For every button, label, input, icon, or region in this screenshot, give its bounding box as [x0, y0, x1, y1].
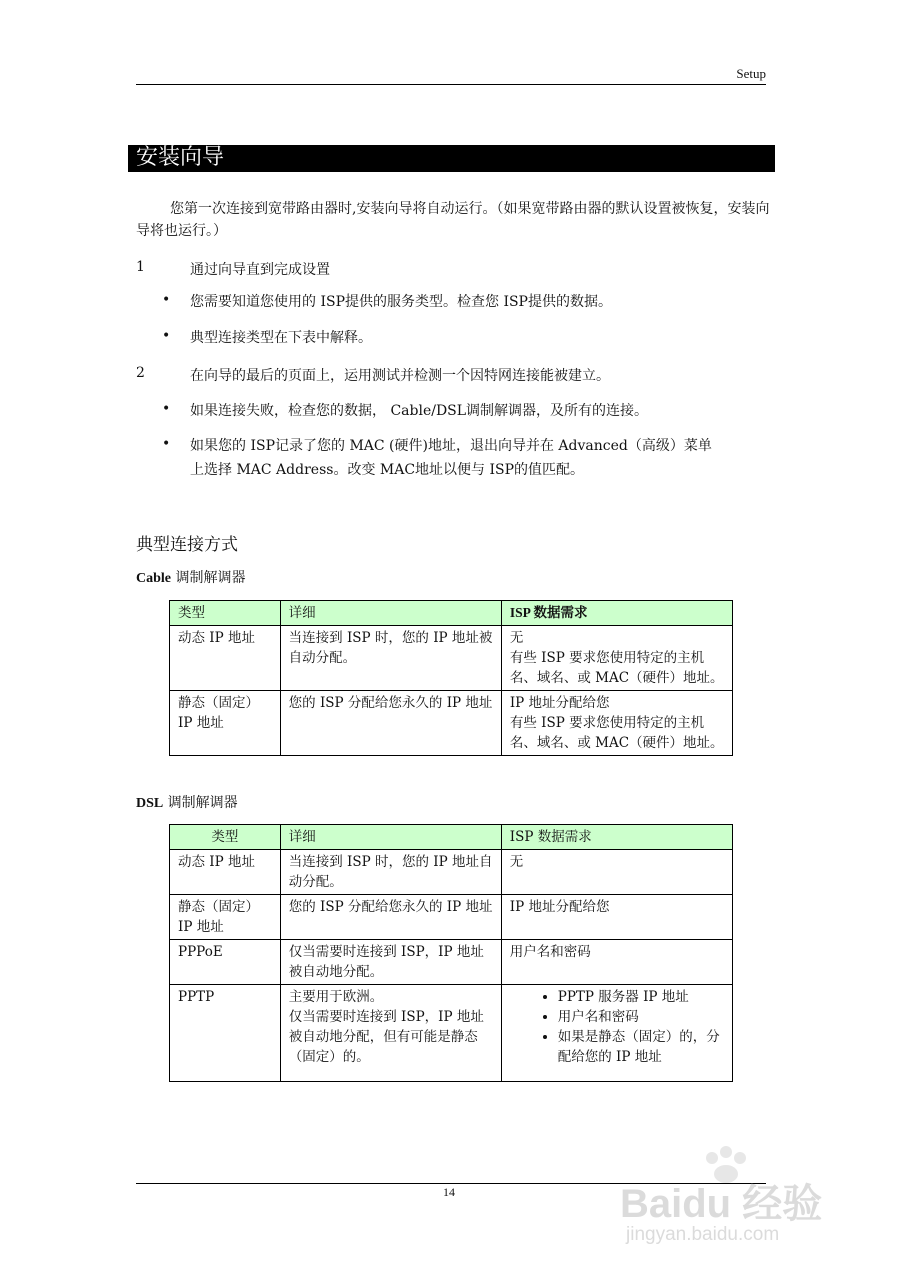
bullet-dot: • [162, 436, 171, 452]
title-bar [128, 145, 775, 172]
section-heading: 典型连接方式 [136, 535, 238, 555]
step-text: 在向导的最后的页面上，运用测试并检测一个因特网连接能被建立。 [190, 368, 610, 384]
header-cell: 详细 [280, 601, 501, 626]
bullet-dot: • [162, 401, 171, 417]
requirement-list [510, 987, 724, 1067]
bullet-dot: • [162, 292, 171, 308]
header-cell: ISP 数据需求 [501, 825, 732, 850]
step-number: 2 [136, 365, 145, 381]
cable-table [169, 600, 733, 756]
watermark-url: jingyan.baidu.com [626, 1224, 780, 1245]
table-row [170, 626, 733, 691]
list-item: • PPTP 服务器 IP 地址 [558, 987, 724, 1007]
requirement-cell [501, 985, 732, 1082]
step-text: 通过向导直到完成设置 [190, 262, 330, 278]
table-header-row [170, 601, 733, 626]
dsl-table [169, 824, 733, 1082]
bullet-text: 典型连接类型在下表中解释。 [190, 330, 372, 346]
type-cell: PPPoE [170, 940, 281, 985]
detail-cell: 您的 ISP 分配给您永久的 IP 地址 [280, 895, 501, 940]
type-cell: 动态 IP 地址 [170, 850, 281, 895]
dsl-heading: DSL 调制解调器 [136, 795, 238, 811]
type-cell: 静态（固定）IP 地址 [170, 691, 281, 756]
table-row [170, 691, 733, 756]
header-cell: 类型 [170, 825, 281, 850]
table-row [170, 940, 733, 985]
detail-cell: 当连接到 ISP 时，您的 IP 地址自动分配。 [280, 850, 501, 895]
type-cell: 动态 IP 地址 [170, 626, 281, 691]
table-header-row [170, 825, 733, 850]
header-cell: 详细 [280, 825, 501, 850]
bullet-dot: • [162, 328, 171, 344]
cable-heading: Cable 调制解调器 [136, 570, 246, 586]
step-number: 1 [136, 259, 145, 275]
page-title: 安装向导 [136, 145, 225, 170]
detail-cell: 主要用于欧洲。 仅当需要时连接到 ISP，IP 地址被自动地分配，但有可能是静态（固定）的。 [280, 985, 501, 1082]
header-rule [136, 84, 766, 85]
watermark-brand: Baidu 经验 [620, 1182, 823, 1226]
table-row [170, 850, 733, 895]
type-cell: 静态（固定）IP 地址 [170, 895, 281, 940]
detail-cell: 仅当需要时连接到 ISP，IP 地址被自动地分配。 [280, 940, 501, 985]
header-cell: ISP 数据需求 [501, 601, 732, 626]
list-item: • 如果是静态（固定）的，分配给您的 IP 地址 [558, 1027, 724, 1067]
requirement-cell: 无 [501, 850, 732, 895]
requirement-cell: IP 地址分配给您 [501, 895, 732, 940]
page-number: 14 [443, 1185, 455, 1199]
requirement-cell: IP 地址分配给您 有些 ISP 要求您使用特定的主机名、域名、或 MAC（硬件）地址。 [501, 691, 732, 756]
running-header: Setup [736, 66, 766, 81]
list-item: • 用户名和密码 [558, 1007, 724, 1027]
detail-cell: 当连接到 ISP 时，您的 IP 地址被自动分配。 [280, 626, 501, 691]
type-cell: PPTP [170, 985, 281, 1082]
bullet-text: 如果连接失败，检查您的数据， Cable/DSL调制解调器，及所有的连接。 [190, 403, 649, 419]
bullet-text: 您需要知道您使用的 ISP提供的服务类型。检查您 ISP提供的数据。 [190, 294, 612, 310]
baidu-watermark [620, 1144, 860, 1254]
requirement-cell: 用户名和密码 [501, 940, 732, 985]
requirement-cell: 无 有些 ISP 要求您使用特定的主机名、域名、或 MAC（硬件）地址。 [501, 626, 732, 691]
bullet-text: 如果您的 ISP记录了您的 MAC (硬件)地址，退出向导并在 Advanced（高级）菜单上选择 MAC Address。改变 MAC地址以便与 ISP的值匹配。 [190, 438, 712, 478]
detail-cell: 您的 ISP 分配给您永久的 IP 地址 [280, 691, 501, 756]
table-row [170, 895, 733, 940]
header-cell: 类型 [170, 601, 281, 626]
intro-paragraph: 您第一次连接到宽带路由器时,安装向导将自动运行。（如果宽带路由器的默认设置被恢复，安装向导将也运行。） [136, 201, 770, 239]
table-row [170, 985, 733, 1082]
